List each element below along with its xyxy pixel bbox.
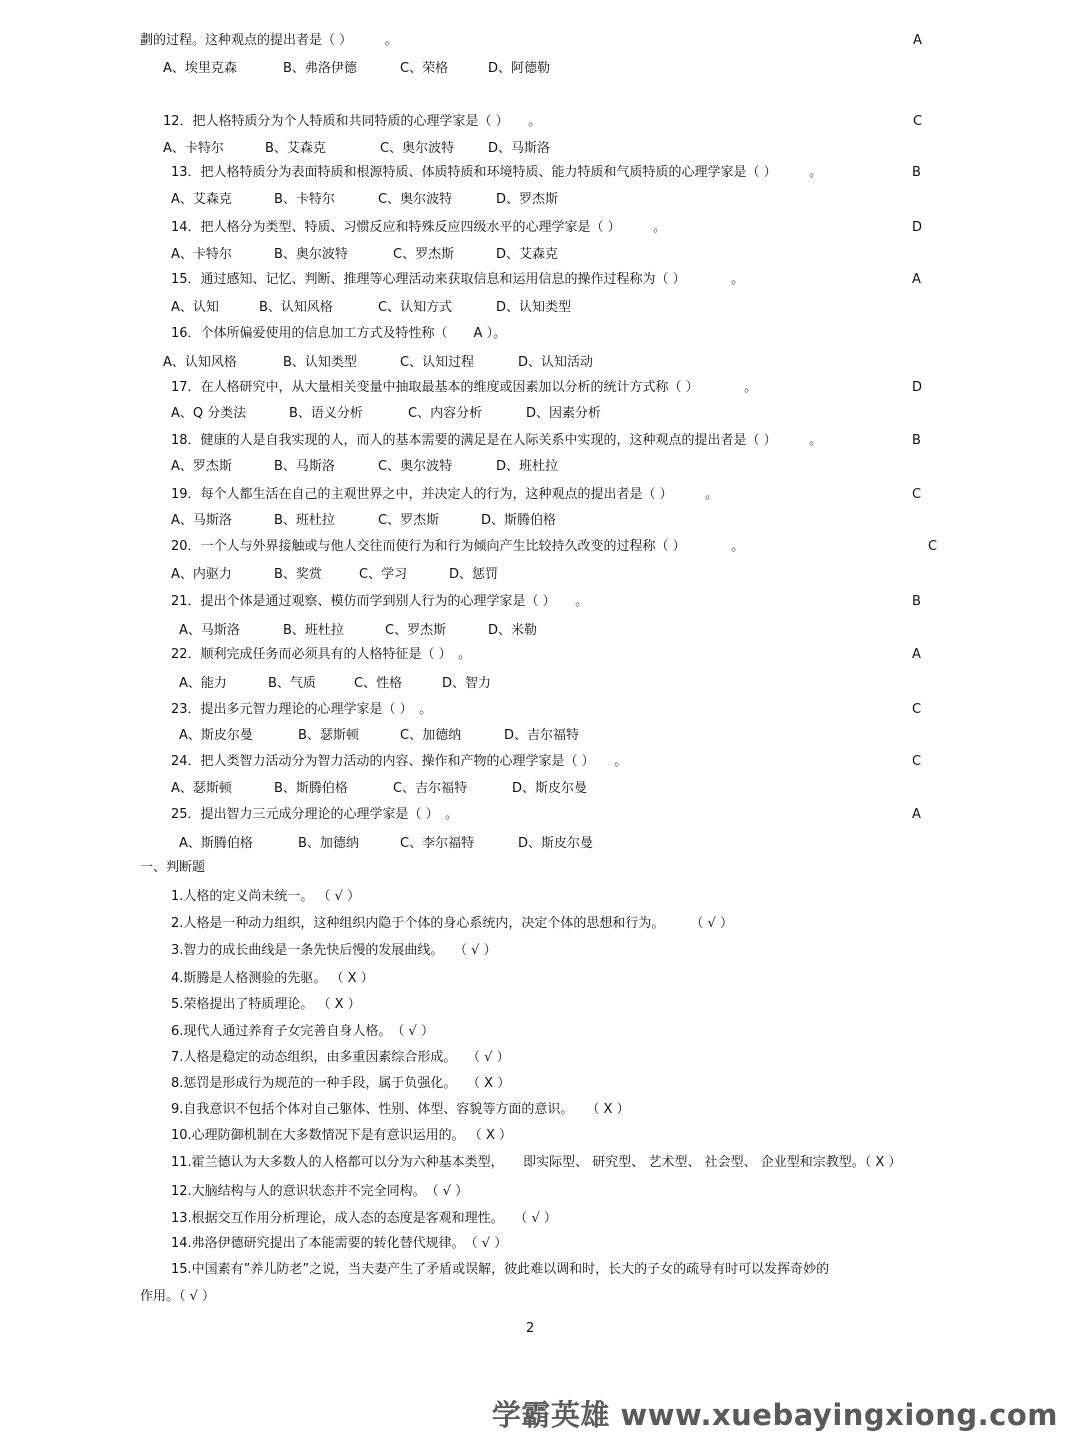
answer-option: C、罗杰斯 <box>385 623 447 638</box>
answer-option: A、瑟斯顿 <box>171 781 232 796</box>
answer-option: C、李尔福特 <box>400 836 475 851</box>
answer-option: C、奥尔波特 <box>378 192 453 207</box>
answer-option: B、弗洛伊德 <box>283 61 357 76</box>
answer-option: C、性格 <box>354 676 403 691</box>
question-text: 14．把人格分为类型、特质、习惯反应和特殊反应四级水平的心理学家是（ ） 。 <box>171 220 667 235</box>
judgment-item: 14.弗洛伊德研究提出了本能需要的转化替代规律。 （ √ ） <box>171 1236 508 1251</box>
answer-option: A、马斯洛 <box>179 623 240 638</box>
answer-option: A、埃里克森 <box>163 61 237 76</box>
answer-key: D <box>912 380 923 395</box>
question-text: 22．顺利完成任务而必须具有的人格特征是（ ） 。 <box>171 647 472 662</box>
answer-key: B <box>912 594 921 609</box>
question-text: 17．在人格研究中，从大量相关变量中抽取最基本的维度或因素加以分析的统计方式称（ ） 。 <box>171 380 758 395</box>
footer-watermark: 学霸英雄 www.xuebayingxiong.com <box>491 1398 1058 1432</box>
answer-option: B、语义分析 <box>289 406 363 421</box>
answer-option: A、能力 <box>179 676 227 691</box>
judgment-item: 6.现代人通过养育子女完善自身人格。 （ √ ） <box>171 1024 434 1039</box>
judgment-item: 8.惩罚是形成行为规范的一种手段，属于负强化。 （ X ） <box>171 1076 511 1091</box>
answer-key: C <box>912 487 922 502</box>
answer-option: A、罗杰斯 <box>171 459 232 474</box>
answer-option: A、内驱力 <box>171 567 232 582</box>
question-text: 12．把人格特质分为个人特质和共同特质的心理学家是（ ） 。 <box>163 114 542 129</box>
answer-option: C、奥尔波特 <box>380 141 455 156</box>
answer-option: B、斯腾伯格 <box>274 781 348 796</box>
question-text: 21．提出个体是通过观察、模仿而学到别人行为的心理学家是（ ） 。 <box>171 594 589 609</box>
answer-option: D、班杜拉 <box>496 459 559 474</box>
answer-option: B、班杜拉 <box>274 513 335 528</box>
answer-option: A、卡特尔 <box>163 141 224 156</box>
judgment-item: 13.根据交互作用分析理论，成人态的态度是客观和理性。 （ √ ） <box>171 1211 557 1226</box>
judgment-item: 1.人格的定义尚未统一。 （ √ ） <box>171 889 361 904</box>
answer-option: A、斯皮尔曼 <box>179 728 253 743</box>
question-text: 23．提出多元智力理论的心理学家是（ ） 。 <box>171 702 433 717</box>
answer-option: C、罗杰斯 <box>393 247 455 262</box>
answer-key: A <box>912 647 921 662</box>
answer-option: A、认知风格 <box>163 355 237 370</box>
answer-option: D、吉尔福特 <box>504 728 580 743</box>
question-text: 19．每个人都生活在自己的主观世界之中，并决定人的行为，这种观点的提出者是（ ） 。 <box>171 487 719 502</box>
answer-option: B、卡特尔 <box>274 192 335 207</box>
answer-option: C、荣格 <box>400 61 449 76</box>
answer-option: D、罗杰斯 <box>496 192 559 207</box>
judgment-item: 2.人格是一种动力组织，这种组织内隐于个体的身心系统内，决定个体的思想和行为。 （ √ ） <box>171 916 733 931</box>
answer-key: A <box>912 807 921 822</box>
answer-option: D、认知活动 <box>518 355 594 370</box>
question-text: 劃的过程。这种观点的提出者是（ ） 。 <box>140 33 398 48</box>
judgment-item: 作用。（ √ ） <box>140 1289 216 1304</box>
answer-option: B、艾森克 <box>265 141 326 156</box>
answer-option: D、因素分析 <box>526 406 602 421</box>
judgment-item: 11.霍兰德认为大多数人的人格都可以分为六种基本类型， 即实际型、 研究型、 艺术型、 社会型、 企业型和宗教型。（ X ） <box>171 1155 902 1170</box>
answer-option: D、米勒 <box>488 623 538 638</box>
answer-option: B、认知风格 <box>259 300 333 315</box>
section-title: 一、判断题 <box>140 860 206 875</box>
page-number: 2 <box>526 1321 535 1336</box>
judgment-item: 3.智力的成长曲线是一条先快后慢的发展曲线。 （ √ ） <box>171 943 497 958</box>
answer-key: A <box>912 272 921 287</box>
judgment-item: 5.荣格提出了特质理论。 （ X ） <box>171 997 361 1012</box>
judgment-item: 4.斯腾是人格测验的先驱。 （ X ） <box>171 971 374 986</box>
question-text: 13．把人格特质分为表面特质和根源特质、体质特质和环境特质、能力特质和气质特质的心理学家是（ ） 。 <box>171 165 823 180</box>
answer-option: B、奖赏 <box>274 567 322 582</box>
answer-option: A、斯腾伯格 <box>179 836 253 851</box>
answer-option: D、马斯洛 <box>488 141 551 156</box>
answer-option: C、认知方式 <box>378 300 453 315</box>
answer-option: D、斯皮尔曼 <box>518 836 594 851</box>
answer-option: A、认知 <box>171 300 219 315</box>
answer-option: A、Q 分类法 <box>171 406 247 421</box>
question-text: 15．通过感知、记忆、判断、推理等心理活动来获取信息和运用信息的操作过程称为（ ） 。 <box>171 272 745 287</box>
judgment-item: 9.自我意识不包括个体对自己躯体、性别、体型、容貌等方面的意识。 （ X ） <box>171 1102 630 1117</box>
question-text: 18．健康的人是自我实现的人，而人的基本需要的满足是在人际关系中实现的，这种观点的提出者是（ ） 。 <box>171 433 823 448</box>
answer-option: B、认知类型 <box>283 355 357 370</box>
answer-option: A、艾森克 <box>171 192 232 207</box>
answer-option: B、马斯洛 <box>274 459 335 474</box>
question-text: 24．把人类智力活动分为智力活动的内容、操作和产物的心理学家是（ ） 。 <box>171 754 628 769</box>
answer-option: C、认知过程 <box>400 355 475 370</box>
answer-option: A、马斯洛 <box>171 513 232 528</box>
answer-option: C、奥尔波特 <box>378 459 453 474</box>
answer-option: D、阿德勒 <box>488 61 551 76</box>
answer-option: D、惩罚 <box>449 567 499 582</box>
answer-option: C、吉尔福特 <box>393 781 468 796</box>
question-text: 16．个体所偏爱使用的信息加工方式及特性称（ A ）。 <box>171 326 507 341</box>
answer-key: B <box>912 165 921 180</box>
answer-option: C、内容分析 <box>408 406 483 421</box>
answer-option: D、斯腾伯格 <box>481 513 557 528</box>
answer-option: D、智力 <box>442 676 492 691</box>
answer-option: C、加德纳 <box>400 728 462 743</box>
answer-option: B、班杜拉 <box>283 623 344 638</box>
answer-key: C <box>912 754 922 769</box>
answer-option: B、奥尔波特 <box>274 247 348 262</box>
answer-key: C <box>912 702 922 717</box>
judgment-item: 12.大脑结构与人的意识状态并不完全同构。 （ √ ） <box>171 1184 469 1199</box>
answer-key: C <box>913 114 923 129</box>
question-text: 25．提出智力三元成分理论的心理学家是（ ） 。 <box>171 807 459 822</box>
answer-option: C、学习 <box>359 567 408 582</box>
answer-key: A <box>913 33 922 48</box>
answer-option: A、卡特尔 <box>171 247 232 262</box>
answer-option: D、艾森克 <box>496 247 559 262</box>
question-text: 20．一个人与外界接触或与他人交往而使行为和行为倾向产生比较持久改变的过程称（ ） 。 <box>171 539 745 554</box>
judgment-item: 10.心理防御机制在大多数情况下是有意识运用的。 （ X ） <box>171 1128 512 1143</box>
answer-option: B、加德纳 <box>298 836 359 851</box>
answer-key: D <box>912 220 923 235</box>
answer-option: D、认知类型 <box>496 300 572 315</box>
judgment-item: 15.中国素有”养儿防老”之说，当夫妻产生了矛盾或误解，彼此难以调和时，长大的子女的疏导有时可以发挥奇妙的 <box>171 1262 830 1277</box>
answer-option: C、罗杰斯 <box>378 513 440 528</box>
judgment-item: 7.人格是稳定的动态组织，由多重因素综合形成。 （ √ ） <box>171 1050 510 1065</box>
answer-option: D、斯皮尔曼 <box>512 781 588 796</box>
answer-key: C <box>928 539 938 554</box>
answer-key: B <box>912 433 921 448</box>
answer-option: B、瑟斯顿 <box>298 728 359 743</box>
answer-option: B、气质 <box>268 676 316 691</box>
